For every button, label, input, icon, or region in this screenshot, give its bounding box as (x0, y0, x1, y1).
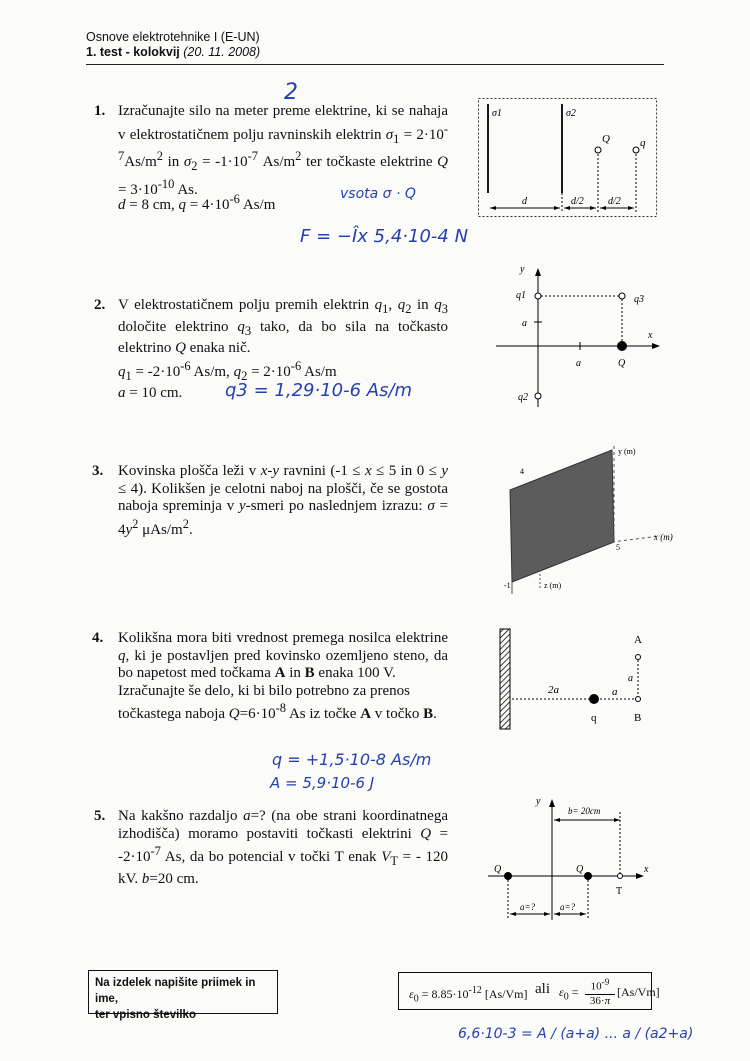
figure-4 (490, 625, 660, 745)
sigma2-label: σ2 (566, 108, 576, 119)
handwritten-mark-1: 2 (284, 80, 298, 105)
problem-2-text: V elektrostatičnem polju premih elektrin $q_1$, $q_2$ in $q_3$ določite elektrino $q_3$ tako, da bo sila na točkasto elektrino Q enaka nič. $q_1 = -2\cdot 10^{-6}$ As/m, $q_2 = 2\cdot 10^{-6}$ As/m a = 10 cm. (118, 297, 448, 402)
q2-label: q2 (518, 392, 528, 403)
handwritten-footer-note: 6,6·10-3 = A / (a+a) ... a / (a2+a) (458, 1026, 694, 1042)
problem-1-data: d = 8 cm, $q = 4\cdot 10^{-6}$ As/m (118, 192, 276, 213)
handwritten-answer-4b: A = 5,9·10-6 J (270, 774, 375, 792)
a-horizontal-label: a (576, 358, 581, 369)
problem-5-text: Na kakšno razdaljo a=? (na obe strani koordinatnega izhodišča) moramo postaviti točkasti elektrini $Q = -2\cdot 10^{-7}$ As, da bo potencial v točki T enak $V_T$ = - 120 kV. b=20 cm. (118, 808, 449, 887)
a-vertical-label: a (522, 318, 527, 329)
ali-word: ali (535, 981, 550, 997)
y-axis-label-5: y (536, 796, 541, 807)
Q-label: Q (602, 133, 610, 145)
q3-label: q3 (634, 294, 644, 305)
y-axis-label-3: y (m) (618, 447, 636, 456)
a-horizontal-label-4: a (612, 686, 618, 698)
b-label: b= 20cm (568, 806, 601, 816)
point-B-label: B (634, 712, 642, 724)
a-vertical-label-4: a (628, 673, 633, 684)
handwritten-answer-2: q3 = 1,29·10-6 As/m (225, 380, 413, 401)
d-half-label-1: d/2 (571, 196, 584, 207)
y-axis-label: y (520, 264, 525, 275)
handwritten-note-1: vsota σ · Q (340, 186, 416, 202)
handwritten-answer-4a: q = +1,5·10-8 As/m (272, 750, 432, 769)
q1-label: q1 (516, 290, 526, 301)
Q-right-label: Q (576, 864, 584, 875)
problem-4-number: 4. (92, 630, 104, 646)
epsilon-value-1: $\varepsilon_0 = 8.85\cdot 10^{-12}$ [As/Vm] (409, 985, 528, 1005)
point-A-label: A (634, 634, 642, 646)
z-axis-label-3: z (m) (544, 581, 562, 590)
problem-3-text: Kovinska plošča leži v x-y ravnini (-1 ≤ x ≤ 5 in 0 ≤ y ≤ 4). Kolikšen je celotni naboj na plošči, če se gostota naboja spreminja v y-smeri po naslednjem izrazu: $\sigma = 4y^2$ μAs/$m^2$. (118, 463, 448, 538)
figure-5 (480, 790, 670, 930)
handwritten-answer-1: F = −Îx 5,4·10-4 N (300, 226, 469, 247)
course-title: Osnove elektrotehnike I (E-UN) (86, 30, 260, 44)
q-charge-label: q (591, 712, 597, 724)
a-left-label: a=? (520, 902, 536, 912)
test-title: 1. test - kolokvij (20. 11. 2008) (86, 45, 261, 59)
problem-1-number: 1. (94, 103, 106, 119)
d-half-label-2: d/2 (608, 196, 621, 207)
constants-box: $\varepsilon_0 = 8.85\cdot 10^{-12}$ [As/Vm] ali $\varepsilon_0$ = $10^{-9}$ 36·π [As/Vm] (398, 972, 652, 1010)
d-label: d (522, 196, 527, 207)
figure-1 (478, 98, 658, 218)
name-instruction-box: Na izdelek napišite priimek in ime, ter vpisno številko (88, 970, 278, 1014)
problem-2-number: 2. (94, 297, 106, 313)
problem-3-number: 3. (92, 463, 104, 479)
sigma1-label: σ1 (492, 108, 502, 119)
Q-left-label: Q (494, 864, 502, 875)
figure-2 (488, 262, 668, 412)
problem-1-text: Izračunajte silo na meter preme elektrine, ki se nahaja v elektrostatičnem polju ravninskih elektrin $\sigma_1 = 2\cdot 10^{-7}As/m^2$ in $\sigma_2 = -1\cdot 10^{-7}$ $As/m^2$ ter točkaste elektrine $Q = 3\cdot 10^{-10}$ As. (118, 103, 449, 198)
x-axis-label-3: x (m) (654, 532, 673, 542)
tick-5: 5 (616, 543, 620, 552)
tick-4: 4 (520, 467, 524, 476)
problem-4-text: Kolikšna mora biti vrednost premega nosilca elektrine q, ki je postavljen pred kovinsko ozemljeno steno, da bo napetost med točkama A in B enaka 100 V. Izračunajte še delo, ki bi bilo potrebno za prenos točkastega naboja $Q=6\cdot 10^{-8}$ As iz točke A v točko B. (118, 630, 448, 723)
epsilon-value-2: $\varepsilon_0$ = (559, 985, 579, 1003)
q-label: q (640, 137, 646, 149)
header-divider (86, 64, 664, 65)
Q-point-label: Q (618, 358, 626, 369)
figure-3 (490, 440, 680, 600)
2a-label: 2a (548, 684, 559, 696)
x-axis-label: x (648, 330, 653, 341)
a-right-label: a=? (560, 902, 576, 912)
problem-5-number: 5. (94, 808, 106, 824)
x-axis-label-5: x (644, 864, 649, 875)
tick-minus1: -1 (504, 581, 511, 590)
point-T-label: T (616, 886, 623, 897)
